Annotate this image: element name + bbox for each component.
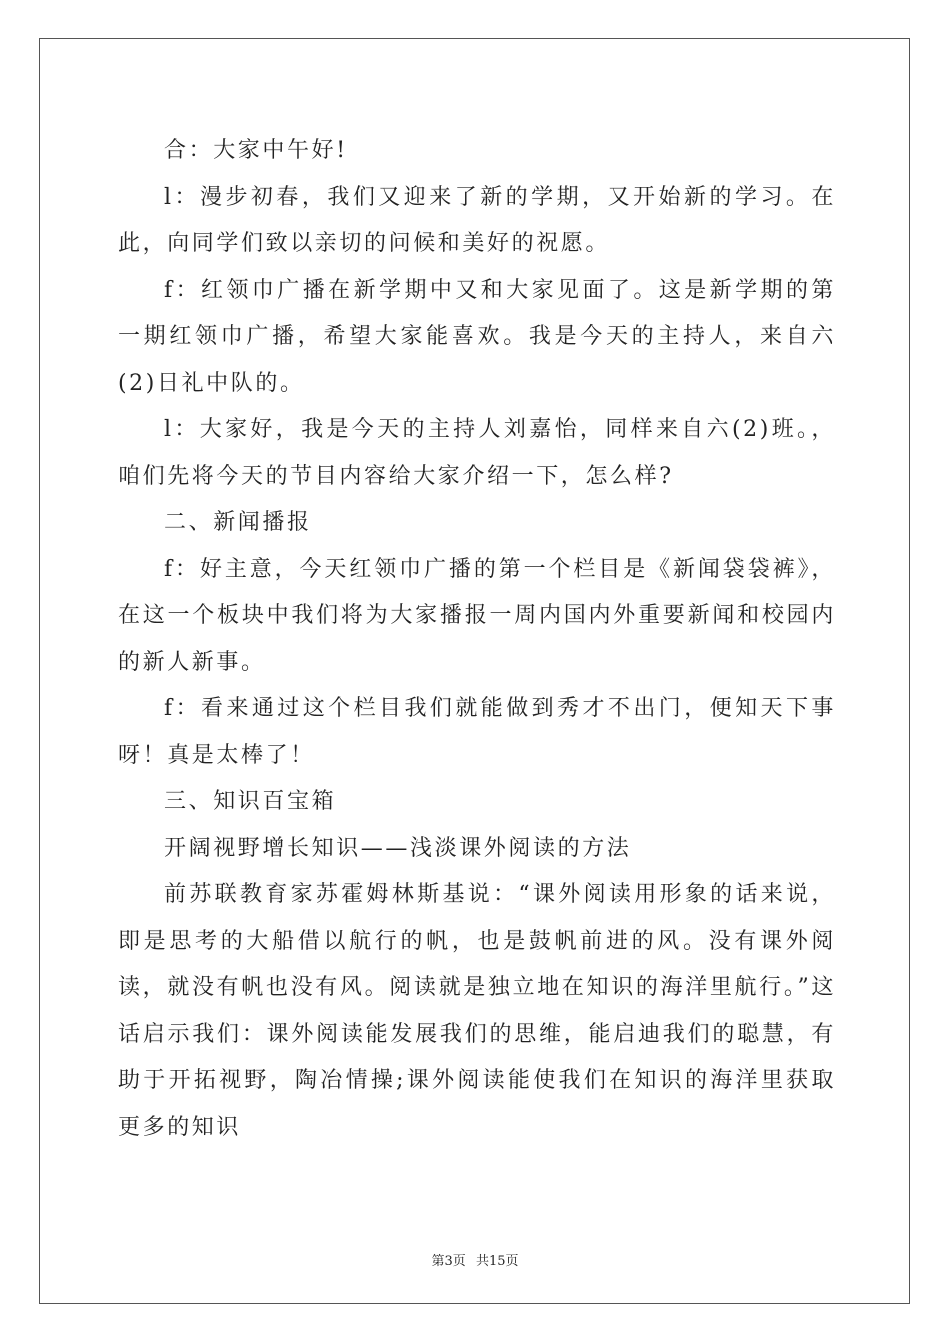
section-heading: 三、知识百宝箱 — [164, 789, 337, 814]
paragraph: l：大家好，我是今天的主持人刘嘉怡，同样来自六(2)班。，咱们先将今天的节目内容给大家介绍一下，怎么样? — [118, 417, 836, 489]
paragraph: 前苏联教育家苏霍姆林斯基说：“课外阅读用形象的话来说，即是思考的大船借以航行的帆，也是鼓帆前进的风。没有课外阅读，就没有帆也没有风。阅读就是独立地在知识的海洋里航行。”这话启示我们：课外阅读能发展我们的思维，能启迪我们的聪慧，有助于开拓视野，陶冶情操;课外阅读能使我们在知识的海洋里获取更多的知识 — [118, 882, 836, 1140]
page-total: 共15页 — [475, 1254, 519, 1269]
paragraph: l：漫步初春，我们又迎来了新的学期，又开始新的学习。在此，向同学们致以亲切的问候和美好的祝愿。 — [118, 184, 836, 256]
document-body — [118, 128, 836, 1151]
paragraph: f：红领巾广播在新学期中又和大家见面了。这是新学期的第一期红领巾广播，希望大家能喜欢。我是今天的主持人，来自六(2)日礼中队的。 — [118, 277, 836, 396]
paragraph: f：好主意，今天红领巾广播的第一个栏目是《新闻袋袋裤》，在这一个板块中我们将为大家播报一周内国内外重要新闻和校园内的新人新事。 — [118, 556, 836, 675]
paragraph: 合：大家中午好! — [164, 138, 348, 163]
paragraph: f：看来通过这个栏目我们就能做到秀才不出门，便知天下事呀！真是太棒了！ — [118, 696, 836, 768]
page-number: 第3页 — [431, 1254, 466, 1269]
section-heading: 二、新闻播报 — [164, 510, 312, 535]
page-footer — [0, 1250, 950, 1269]
article-title: 开阔视野增长知识——浅淡课外阅读的方法 — [164, 835, 632, 861]
